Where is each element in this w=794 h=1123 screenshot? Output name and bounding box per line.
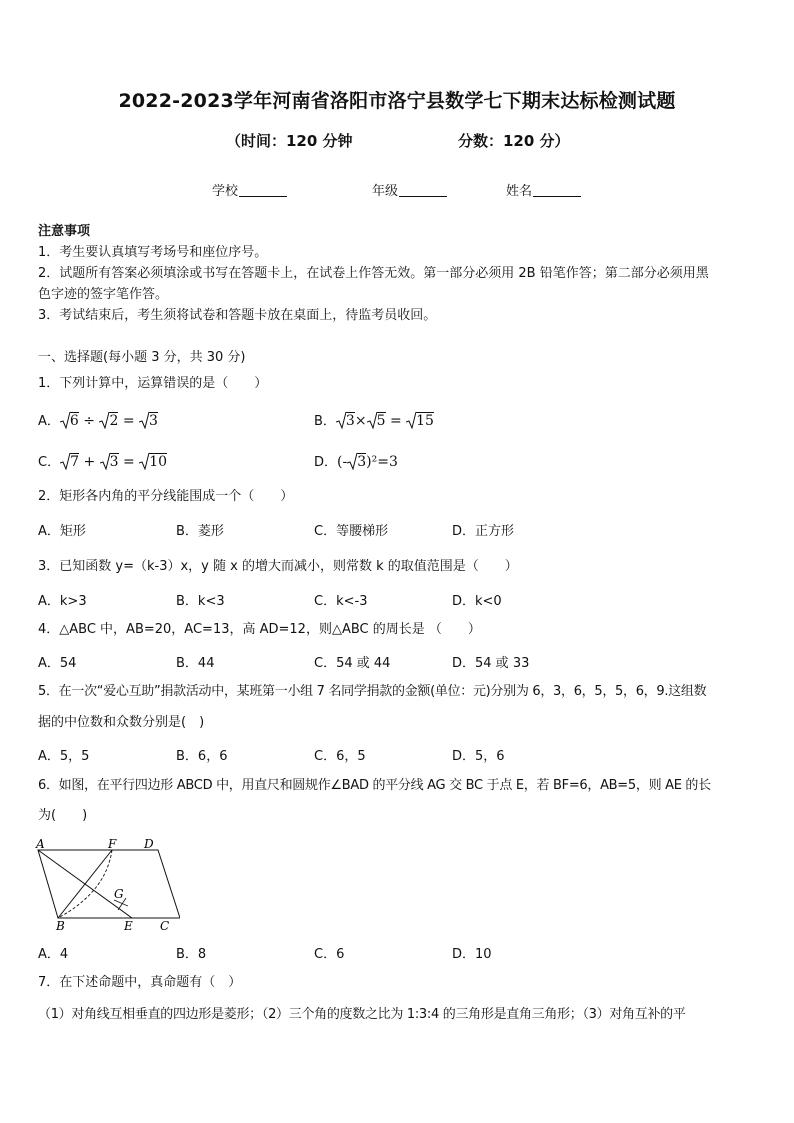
exam-time: （时间：120 分钟: [226, 132, 353, 150]
q1-b-label: B．: [314, 414, 336, 429]
sqrt-icon: [60, 452, 70, 470]
sqrt-icon: [406, 411, 416, 429]
q1-d-expr: (- 3)²=3: [337, 454, 398, 470]
section-heading: 一、选择题(每小题 3 分，共 30 分): [38, 350, 246, 365]
q3-option-a[interactable]: A．k>3: [38, 594, 87, 609]
grade-field[interactable]: [372, 180, 447, 199]
q5-option-c[interactable]: C．6，5: [314, 749, 366, 764]
q7-stem: 7．在下述命题中，真命题有（ ）: [38, 975, 242, 990]
label-d: D: [144, 837, 154, 851]
q1-b-expr: 3× 5 = 15: [336, 413, 434, 429]
sqrt-icon: [60, 411, 70, 429]
parallelogram-abcd: [38, 850, 180, 918]
exam-title: 2022-2023学年河南省洛阳市洛宁县数学七下期末达标检测试题: [118, 90, 676, 112]
q6-stem-line-1: 6．如图，在平行四边形 ABCD 中，用直尺和圆规作∠BAD 的平分线 AG 交 BC 于点 E，若 BF=6，AB=5，则 AE 的长: [38, 778, 711, 793]
name-blank[interactable]: [533, 182, 581, 197]
school-label: 学校: [212, 184, 239, 199]
name-field[interactable]: [506, 180, 581, 199]
notice-heading: 注意事项: [38, 224, 91, 239]
q1-a-expr: 6 ÷ 2 = 3: [60, 413, 158, 429]
q1-c-label: C．: [38, 455, 61, 470]
q4-option-d[interactable]: D．54 或 33: [452, 656, 530, 671]
sqrt-icon: [139, 411, 149, 429]
sqrt-icon: [139, 452, 149, 470]
q6-option-b[interactable]: B．8: [176, 947, 207, 962]
q5-stem-line-1: 5．在一次“爱心互助”捐款活动中，某班第一小组 7 名同学捐款的金额(单位：元)分别为 6，3，6，5，5，6，9.这组数: [38, 684, 707, 699]
grade-label: 年级: [372, 184, 399, 199]
notice-item-3: 3．考试结束后，考生须将试卷和答题卡放在桌面上，待监考员收回。: [38, 308, 437, 323]
q2-option-d[interactable]: D．正方形: [452, 524, 515, 539]
q2-option-b[interactable]: B．菱形: [176, 524, 224, 539]
grade-blank[interactable]: [399, 182, 447, 197]
q4-option-a[interactable]: A．54: [38, 656, 77, 671]
q1-option-c[interactable]: [38, 451, 167, 470]
q4-option-b[interactable]: B．44: [176, 656, 215, 671]
label-g: G: [114, 887, 124, 901]
q6-option-d[interactable]: D．10: [452, 947, 492, 962]
sqrt-icon: [336, 411, 346, 429]
q5-option-d[interactable]: D．5，6: [452, 749, 505, 764]
q1-c-expr: 7 + 3 = 10: [60, 454, 167, 470]
q3-option-d[interactable]: D．k<0: [452, 594, 502, 609]
label-a: A: [36, 837, 45, 851]
segment-bf: [58, 850, 112, 918]
parallelogram-figure: [34, 836, 180, 932]
sqrt-icon: [367, 411, 377, 429]
label-e: E: [124, 919, 133, 932]
q2-stem: 2．矩形各内角的平分线能围成一个（ ）: [38, 489, 294, 504]
school-field[interactable]: [212, 180, 287, 199]
sqrt-icon: [100, 452, 110, 470]
q6-option-c[interactable]: C．6: [314, 947, 345, 962]
school-blank[interactable]: [239, 182, 287, 197]
q2-option-a[interactable]: A．矩形: [38, 524, 86, 539]
q3-option-c[interactable]: C．k<-3: [314, 594, 368, 609]
q1-option-b[interactable]: [314, 410, 434, 429]
q4-stem: 4．△ABC 中，AB=20，AC=13，高 AD=12，则△ABC 的周长是 （ ）: [38, 622, 481, 637]
notice-item-2: 2．试题所有答案必须填涂或书写在答题卡上，在试卷上作答无效。第一部分必须用 2B 铅笔作答；第二部分必须用黑: [38, 266, 709, 281]
name-label: 姓名: [506, 184, 533, 199]
q6-stem-line-2: 为( ): [38, 808, 88, 823]
q6-option-a[interactable]: A．4: [38, 947, 69, 962]
q5-option-b[interactable]: B．6，6: [176, 749, 228, 764]
sqrt-icon: [99, 411, 109, 429]
q3-stem: 3．已知函数 y=（k-3）x，y 随 x 的增大而减小，则常数 k 的取值范围是（ ）: [38, 559, 518, 574]
sqrt-icon: [347, 452, 357, 470]
notice-item-1: 1．考生要认真填写考场号和座位序号。: [38, 245, 268, 260]
q1-stem: 1．下列计算中，运算错误的是（ ）: [38, 376, 268, 391]
q5-option-a[interactable]: A．5，5: [38, 749, 90, 764]
q4-option-c[interactable]: C．54 或 44: [314, 656, 391, 671]
notice-item-2-cont: 色字迹的签字笔作答。: [38, 287, 169, 302]
label-c: C: [160, 919, 170, 932]
q1-a-label: A．: [38, 414, 60, 429]
label-f: F: [108, 837, 117, 851]
q1-option-d[interactable]: [314, 451, 398, 470]
q2-option-c[interactable]: C．等腰梯形: [314, 524, 389, 539]
exam-score: 分数：120 分）: [458, 132, 570, 150]
q7-detail: （1）对角线互相垂直的四边形是菱形；（2）三个角的度数之比为 1:3:4 的三角形是直角三角形；（3）对角互补的平: [38, 1007, 686, 1022]
q1-option-a[interactable]: [38, 410, 158, 429]
q5-stem-line-2: 据的中位数和众数分别是( ): [38, 715, 205, 730]
label-b: B: [56, 919, 65, 932]
q1-d-label: D．: [314, 455, 338, 470]
q3-option-b[interactable]: B．k<3: [176, 594, 225, 609]
